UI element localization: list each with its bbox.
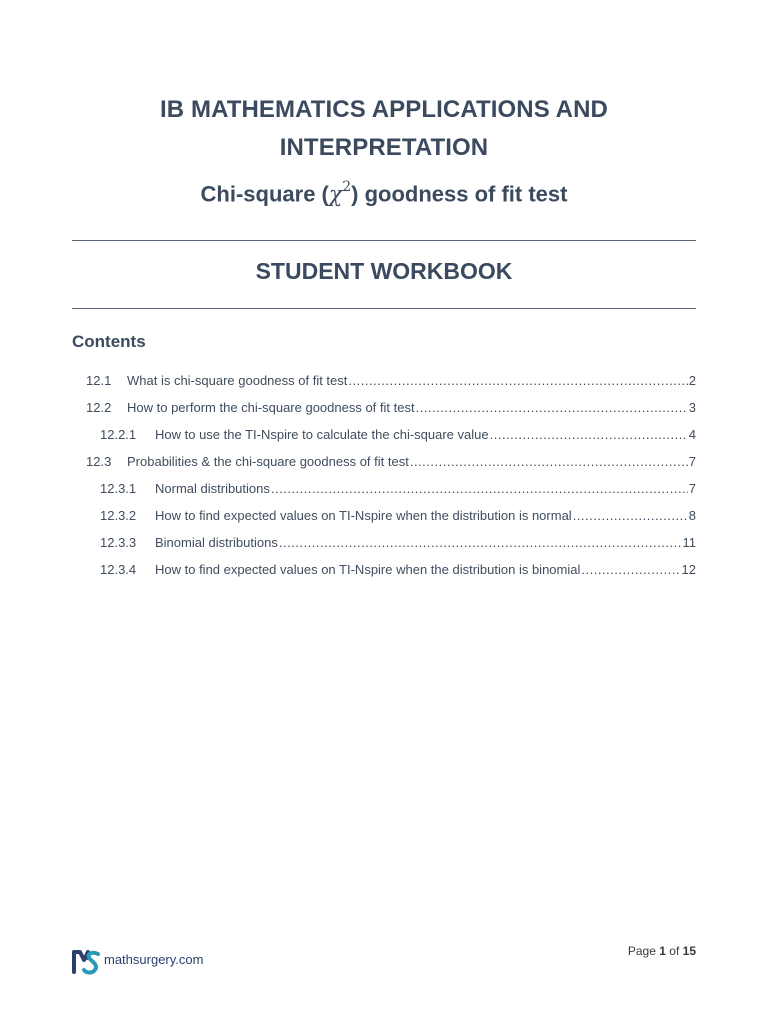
- toc-entry-label: Binomial distributions: [155, 535, 278, 550]
- page-number: [628, 944, 696, 958]
- toc-entry-label: How to perform the chi-square goodness of fit test: [127, 400, 415, 415]
- toc-entry-page: 11: [682, 535, 696, 550]
- toc-entry-12-1[interactable]: [86, 373, 696, 400]
- toc-entry-number: 12.3.4: [100, 562, 137, 577]
- toc-entry-number: 12.1: [86, 373, 112, 388]
- subtitle-prefix: Chi-square (: [200, 181, 329, 207]
- toc-entry-12-2-1[interactable]: [86, 427, 696, 454]
- toc-dot-leader: [348, 373, 687, 388]
- subtitle: [0, 181, 768, 207]
- toc-entry-label: How to use the TI-Nspire to calculate the chi-square value: [155, 427, 489, 442]
- toc-entry-12-3-1[interactable]: [86, 481, 696, 508]
- page-current: 1: [659, 944, 666, 958]
- toc-entry-number: 12.3.2: [100, 508, 137, 523]
- toc-entry-page: 7: [688, 481, 696, 496]
- logo-text: mathsurgery.com: [104, 951, 204, 967]
- page-prefix: Page: [627, 944, 656, 958]
- toc-entry-number: 12.2: [86, 400, 112, 415]
- toc-entry-label: How to find expected values on TI-Nspire when the distribution is binomial: [155, 562, 581, 577]
- table-of-contents: [86, 373, 696, 589]
- ms-logo-icon: [72, 946, 102, 976]
- page-of: of: [669, 944, 680, 958]
- title-line-1: IB MATHEMATICS APPLICATIONS AND: [160, 96, 608, 123]
- toc-entry-label: What is chi-square goodness of fit test: [127, 373, 348, 388]
- toc-entry-12-3-2[interactable]: [86, 508, 696, 535]
- mathsurgery-logo[interactable]: [72, 946, 203, 976]
- chi-symbol: χ: [328, 182, 343, 208]
- page-total: 15: [682, 944, 696, 958]
- workbook-heading: STUDENT WORKBOOK: [255, 258, 513, 284]
- title-line-2: INTERPRETATION: [279, 134, 489, 161]
- toc-entry-label: Normal distributions: [155, 481, 270, 496]
- toc-entry-number: 12.3.1: [100, 481, 137, 496]
- toc-entry-label: Probabilities & the chi-square goodness of fit test: [127, 454, 409, 469]
- toc-dot-leader: [490, 427, 688, 442]
- toc-entry-page: 2: [688, 373, 696, 388]
- toc-entry-number: 12.2.1: [100, 427, 137, 442]
- toc-entry-page: 12: [681, 562, 696, 577]
- toc-entry-12-3[interactable]: [86, 454, 696, 481]
- subtitle-suffix: ) goodness of fit test: [351, 181, 568, 207]
- toc-dot-leader: [581, 562, 680, 577]
- toc-entry-page: 4: [688, 427, 696, 442]
- toc-entry-12-2[interactable]: [86, 400, 696, 427]
- toc-entry-page: 7: [688, 454, 696, 469]
- bottom-rule: [72, 308, 696, 309]
- toc-entry-number: 12.3.3: [100, 535, 137, 550]
- toc-entry-page: 3: [688, 400, 696, 415]
- toc-entry-12-3-3[interactable]: [86, 535, 696, 562]
- chi-exponent: 2: [342, 179, 352, 195]
- toc-entry-page: 8: [688, 508, 696, 523]
- toc-entry-label: How to find expected values on TI-Nspire when the distribution is normal: [155, 508, 572, 523]
- toc-dot-leader: [410, 454, 688, 469]
- contents-heading: Contents: [72, 332, 146, 351]
- toc-dot-leader: [573, 508, 688, 523]
- toc-dot-leader: [271, 481, 688, 496]
- toc-entry-number: 12.3: [86, 454, 112, 469]
- toc-dot-leader: [416, 400, 688, 415]
- toc-dot-leader: [279, 535, 682, 550]
- toc-entry-12-3-4[interactable]: [86, 562, 696, 589]
- top-rule: [72, 240, 696, 241]
